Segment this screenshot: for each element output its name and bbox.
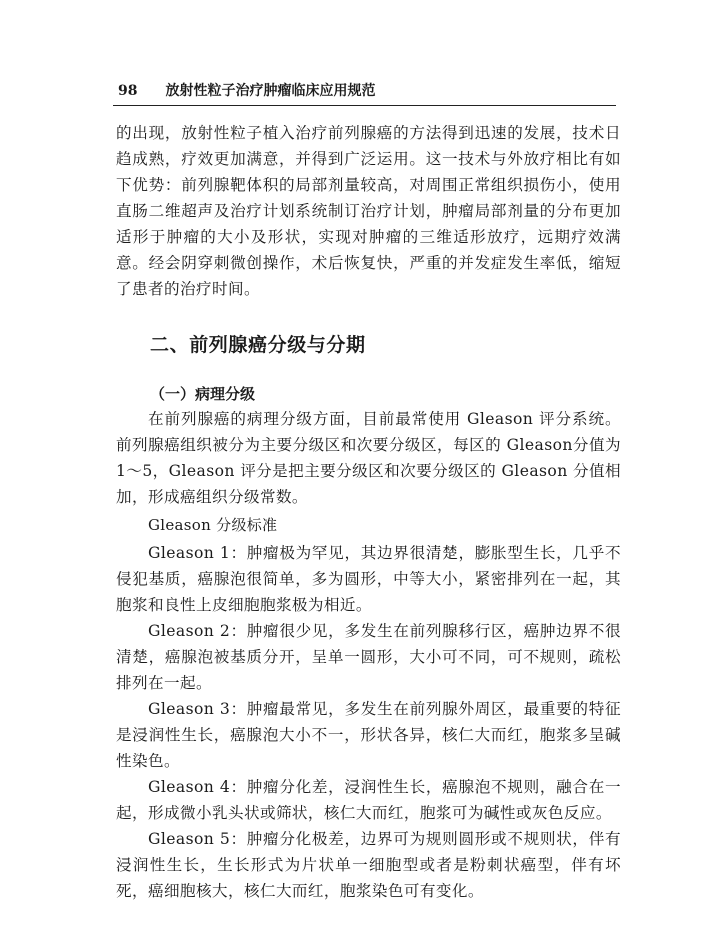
grading-paragraph: 在前列腺癌的病理分级方面，目前最常使用 Gleason 评分系统。前列腺癌组织被分为主要分级区和次要分级区，每区的 Gleason分值为 1～5，Gleason 评分是把主要分级区和次要分级区的 Gleason 分值相加，形成癌组织分级常数。 — [116, 410, 621, 506]
subsection-heading: （一）病理分级 — [150, 385, 256, 403]
grading-standard-label: Gleason 分级标准 — [148, 516, 278, 534]
gleason-grade-4: Gleason 4：肿瘤分化差，浸润性生长，癌腺泡不规则，融合在一起，形成微小乳头状或筛状，核仁大而红，胞浆可为碱性或灰色反应。 — [116, 778, 621, 822]
page-number: 98 — [118, 83, 138, 99]
header-divider — [113, 105, 616, 106]
intro-paragraph: 的出现，放射性粒子植入治疗前列腺癌的方法得到迅速的发展，技术日趋成熟，疗效更加满意，并得到广泛运用。这一技术与外放疗相比有如下优势：前列腺靶体积的局部剂量较高，对周围正常组织损伤小，使用直肠二维超声及治疗计划系统制订治疗计划，肿瘤局部剂量的分布更加适形于肿瘤的大小及形状，实现对肿瘤的三维适形放疗，远期疗效满意。经会阴穿刺微创操作，术后恢复快，严重的并发症发生率低，缩短了患者的治疗时间。 — [116, 124, 621, 298]
section-heading: 二、前列腺癌分级与分期 — [150, 334, 366, 356]
gleason-grade-1: Gleason 1：肿瘤极为罕见，其边界很清楚，膨胀型生长，几乎不侵犯基质，癌腺泡很简单，多为圆形，中等大小，紧密排列在一起，其胞浆和良性上皮细胞胞浆极为相近。 — [116, 544, 621, 614]
gleason-grade-2: Gleason 2：肿瘤很少见，多发生在前列腺移行区，癌肿边界不很清楚，癌腺泡被基质分开，呈单一圆形，大小可不同，可不规则，疏松排列在一起。 — [116, 622, 621, 692]
gleason-grade-3: Gleason 3：肿瘤最常见，多发生在前列腺外周区，最重要的特征是浸润性生长，癌腺泡大小不一，形状各异，核仁大而红，胞浆多呈碱性染色。 — [116, 700, 621, 770]
page-body — [116, 120, 621, 904]
gleason-grade-5: Gleason 5：肿瘤分化极差，边界可为规则圆形或不规则状，伴有浸润性生长，生长形式为片状单一细胞型或者是粉刺状癌型，伴有坏死，癌细胞核大，核仁大而红，胞浆染色可有变化。 — [116, 830, 621, 900]
running-header — [118, 80, 618, 102]
book-title: 放射性粒子治疗肿瘤临床应用规范 — [165, 83, 376, 99]
